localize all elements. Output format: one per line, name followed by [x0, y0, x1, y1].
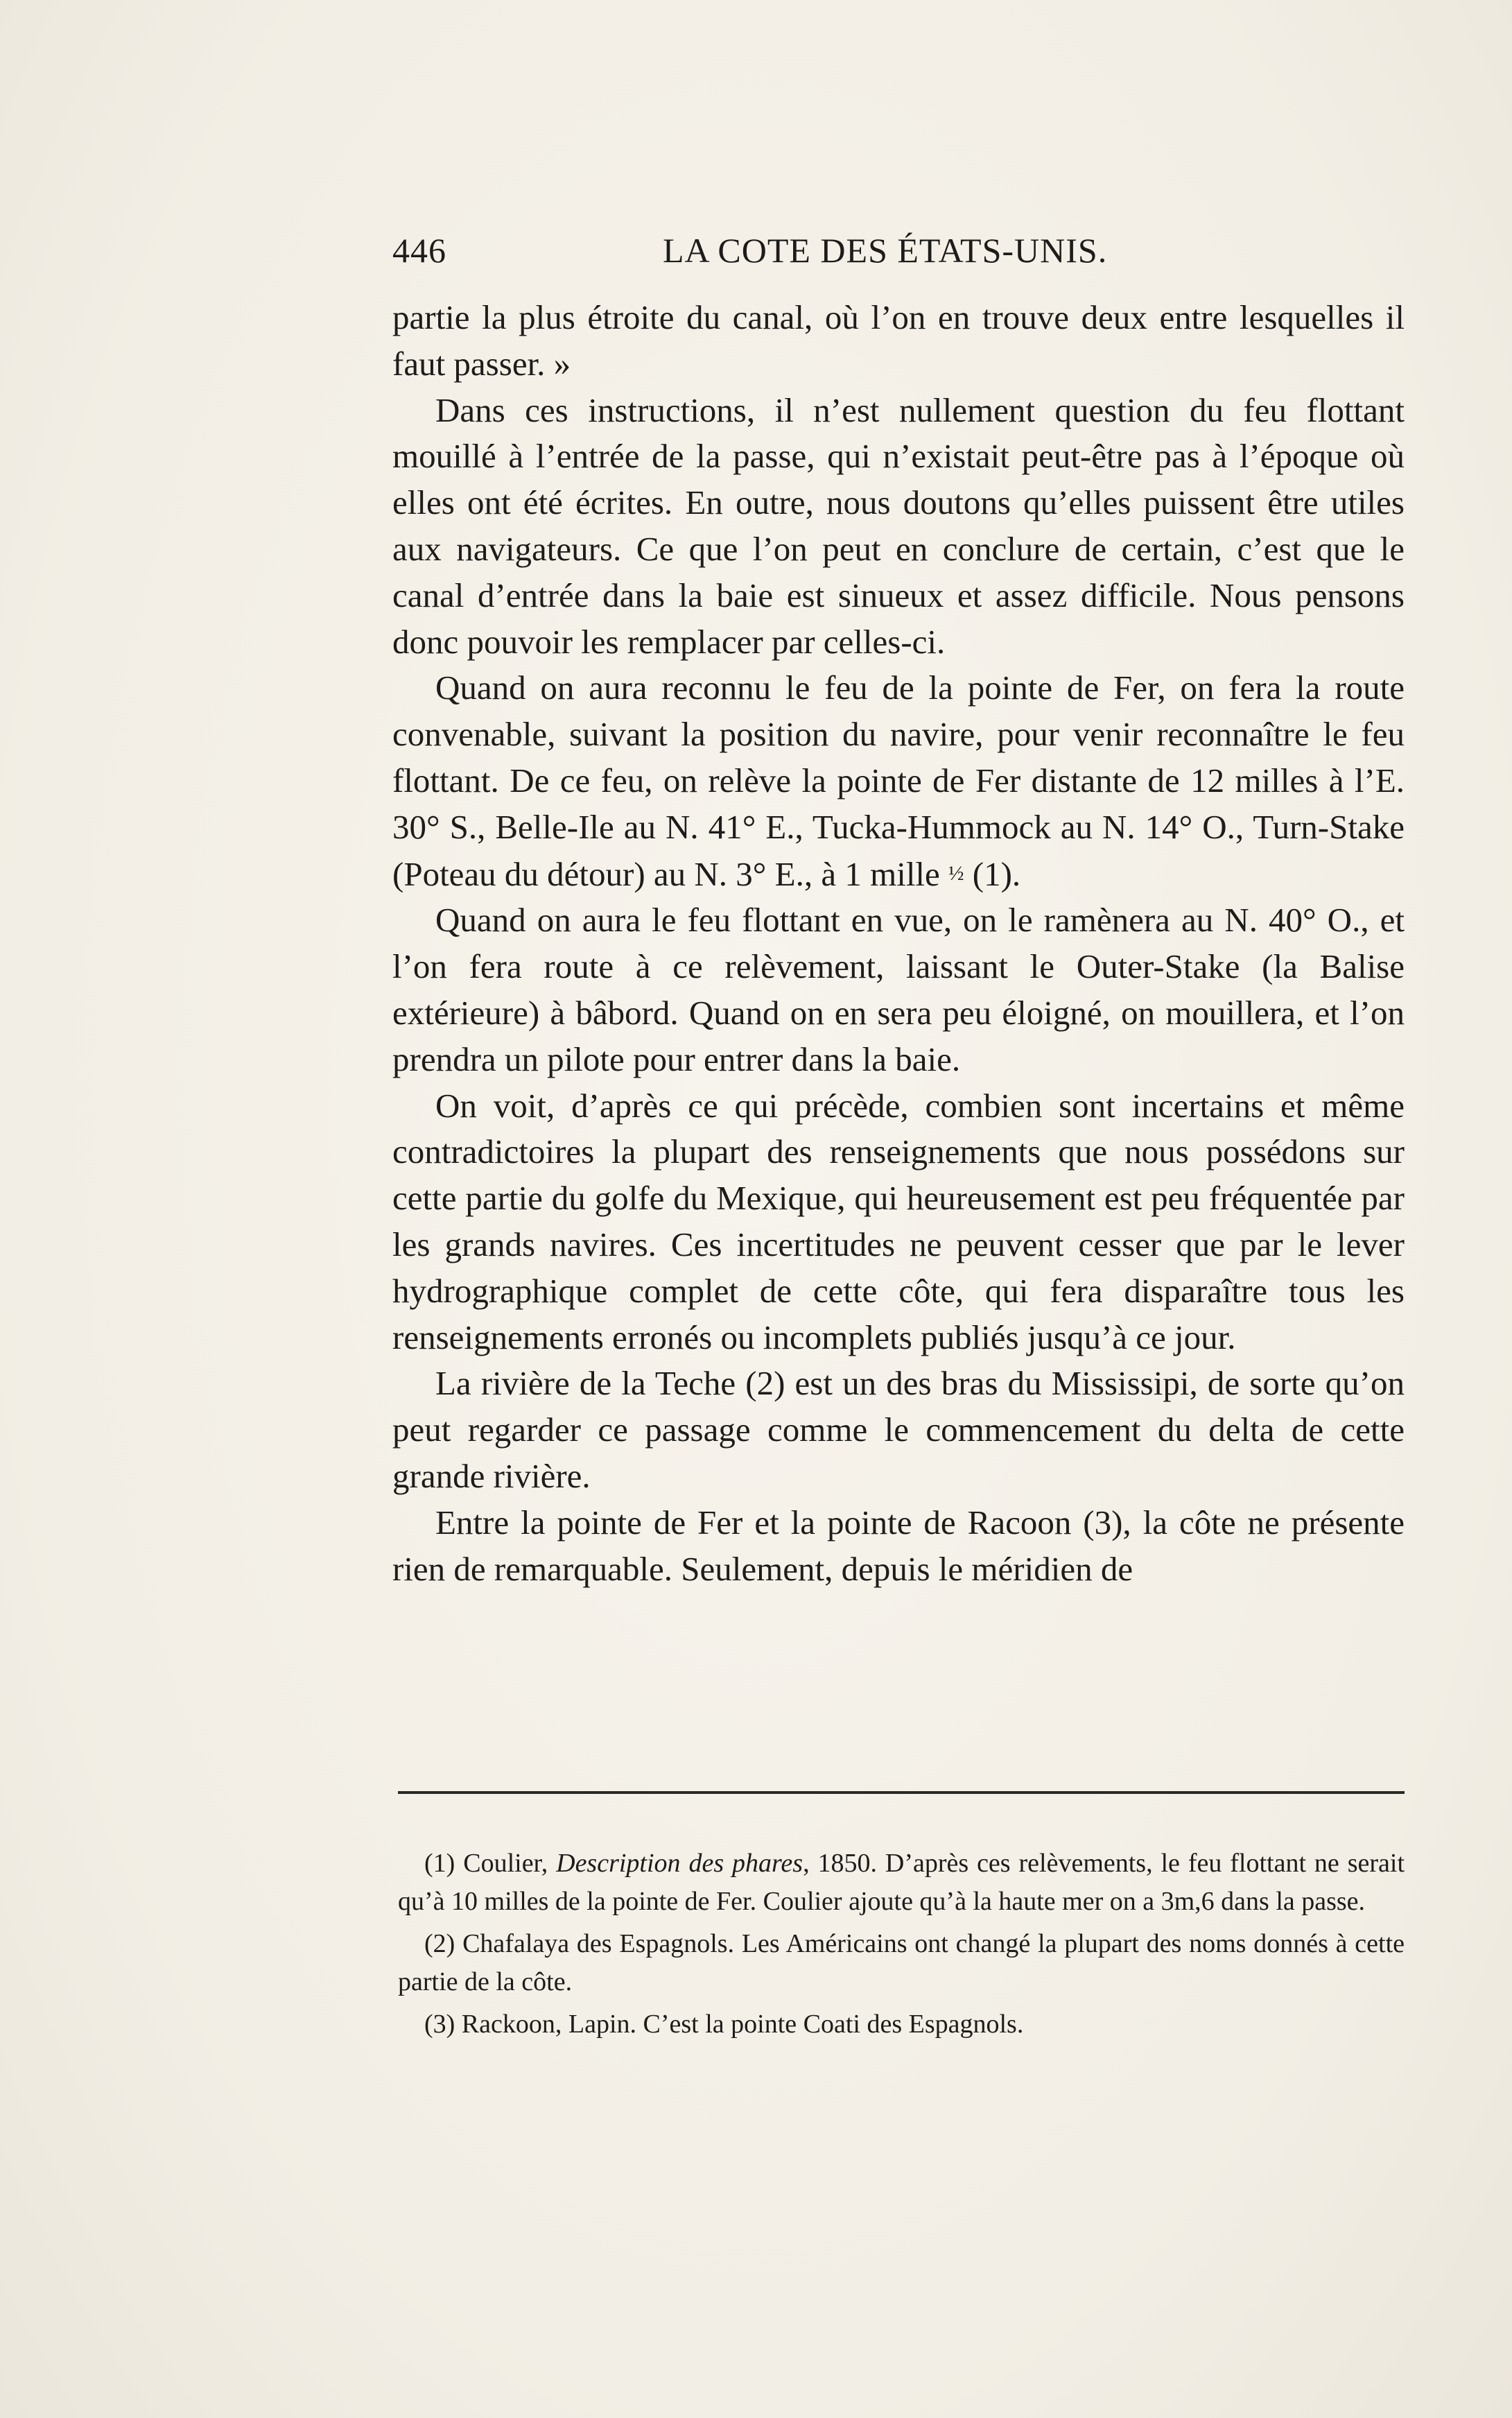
footnote-3: (3) Rackoon, Lapin. C’est la pointe Coati des Espagnols. [424, 2010, 1024, 2039]
footnote-1 [398, 1845, 1405, 1921]
body-text [392, 295, 1405, 1592]
footnotes [398, 1845, 1405, 2048]
paragraph-3 [392, 665, 1405, 897]
paragraph-2: Dans ces instructions, il n’est nullement question du feu flottant mouillé à l’entrée de la passe, qui n’existait peut-être pas à l’époque où elles ont été écrites. En outre, nous doutons qu’elles puissent être utiles aux navigateurs. Ce que l’on peut en conclure de certain, c’est que le canal d’entrée dans la baie est sinueux et assez difficile. Nous pensons donc pouvoir les remplacer par celles-ci. [392, 390, 1405, 661]
running-header [392, 230, 1405, 279]
footnote-1-mark: (1) [424, 1849, 455, 1878]
footnote-1-work: Description des phares [556, 1849, 803, 1878]
paragraph-6: La rivière de la Teche (2) est un des bras du Mississipi, de sorte qu’on peut regarder ce passage comme le commencement du delta de cette grande rivière. [392, 1364, 1405, 1495]
footnote-1-text: , 1850. D’après ces relèvements, le feu flottant ne serait qu’à 10 milles de la pointe de Fer. Coulier ajoute qu’à la haute mer on a 3m,6 dans la passe. [398, 1849, 1405, 1916]
footnote-rule [398, 1791, 1405, 1794]
paragraph-5: On voit, d’après ce qui précède, combien sont incertains et même contradictoires la plupart des renseignements que nous possédons sur cette partie du golfe du Mexique, qui heureusement est peu fréquentée par les grands navires. Ces incertitudes ne peuvent cesser que par le lever hydrographique complet de cette côte, qui fera disparaître tous les renseignements erronés ou incomplets publiés jusqu’à ce jour. [392, 1086, 1405, 1356]
running-title: LA COTE DES ÉTATS-UNIS. [663, 231, 1108, 270]
footnote-2: (2) Chafalaya des Espagnols. Les Américains ont changé la plupart des noms donnés à cette partie de la côte. [398, 1929, 1405, 1996]
paragraph-3-text: Quand on aura reconnu le feu de la pointe de Fer, on fera la route convenable, suivant la position du navire, pour venir reconnaître le feu flottant. De ce feu, on relève la pointe de Fer distante de 12 milles à l’E. 30° S., Belle-Ile au N. 41° E., Tucka-Hummock au N. 14° O., Turn-Stake (Poteau du détour) au N. 3° E., à 1 mille [392, 668, 1405, 893]
page-number: 446 [392, 231, 446, 270]
paragraph-4: Quand on aura le feu flottant en vue, on le ramènera au N. 40° O., et l’on fera route à ce relèvement, laissant le Outer-Stake (la Balise extérieure) à bâbord. Quand on en sera peu éloigné, on mouillera, et l’on prendra un pilote pour entrer dans la baie. [392, 901, 1405, 1078]
paragraph-1: partie la plus étroite du canal, où l’on en trouve deux entre lesquelles il faut passer. » [392, 298, 1405, 383]
footnote-ref-1: (1). [972, 854, 1021, 893]
fraction-half: ½ [948, 861, 964, 885]
footnote-1-author: Coulier, [463, 1849, 548, 1878]
paragraph-7: Entre la pointe de Fer et la pointe de Racoon (3), la côte ne présente rien de remarquable. Seulement, depuis le méridien de [392, 1503, 1405, 1588]
